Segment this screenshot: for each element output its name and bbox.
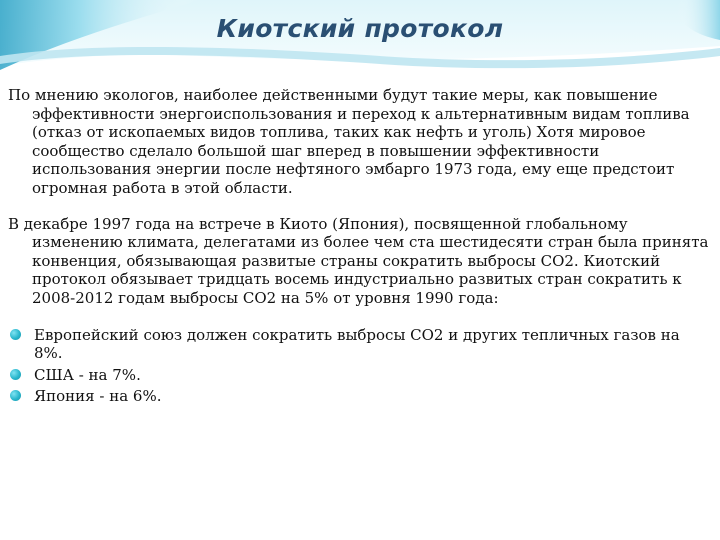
bullet-list	[8, 326, 710, 406]
list-item	[8, 326, 710, 363]
bullet-text: США - на 7%.	[34, 365, 141, 384]
bullet-dot-icon	[10, 369, 21, 380]
paragraph-measures: По мнению экологов, наиболее действенными будут такие меры, как повышение эффективности энергоиспользования и переход к альтернативным видам топлива (отказ от ископаемых видов топлива, таких как нефть и уголь) Хотя мировое сообщество сделало большой шаг вперед в повышении эффективности использования энергии после нефтяного эмбарго 1973 года, ему еще предстоит огромная работа в этой области.	[8, 86, 690, 197]
paragraph-kyoto: В декабре 1997 года на встрече в Киото (Япония), посвященной глобальному изменению климата, делегатами из более чем ста шестидесяти стран была принята конвенция, обязывающая развитые страны сократить выбросы СО2. Киотский протокол обязывает тридцать восемь индустриально развитых стран сократить к 2008-2012 годам выбросы СО2 на 5% от уровня 1990 года:	[8, 214, 709, 307]
header-banner	[0, 0, 720, 80]
list-item	[8, 387, 710, 406]
slide-body	[8, 86, 710, 409]
bullet-dot-icon	[10, 390, 21, 401]
bullet-dot-icon	[10, 329, 21, 340]
page-title: Киотский протокол	[216, 14, 504, 43]
bullet-text: Япония - на 6%.	[34, 387, 162, 406]
list-item	[8, 366, 710, 385]
bullet-text: Европейский союз должен сократить выбросы СО2 и других тепличных газов на 8%.	[34, 325, 680, 363]
